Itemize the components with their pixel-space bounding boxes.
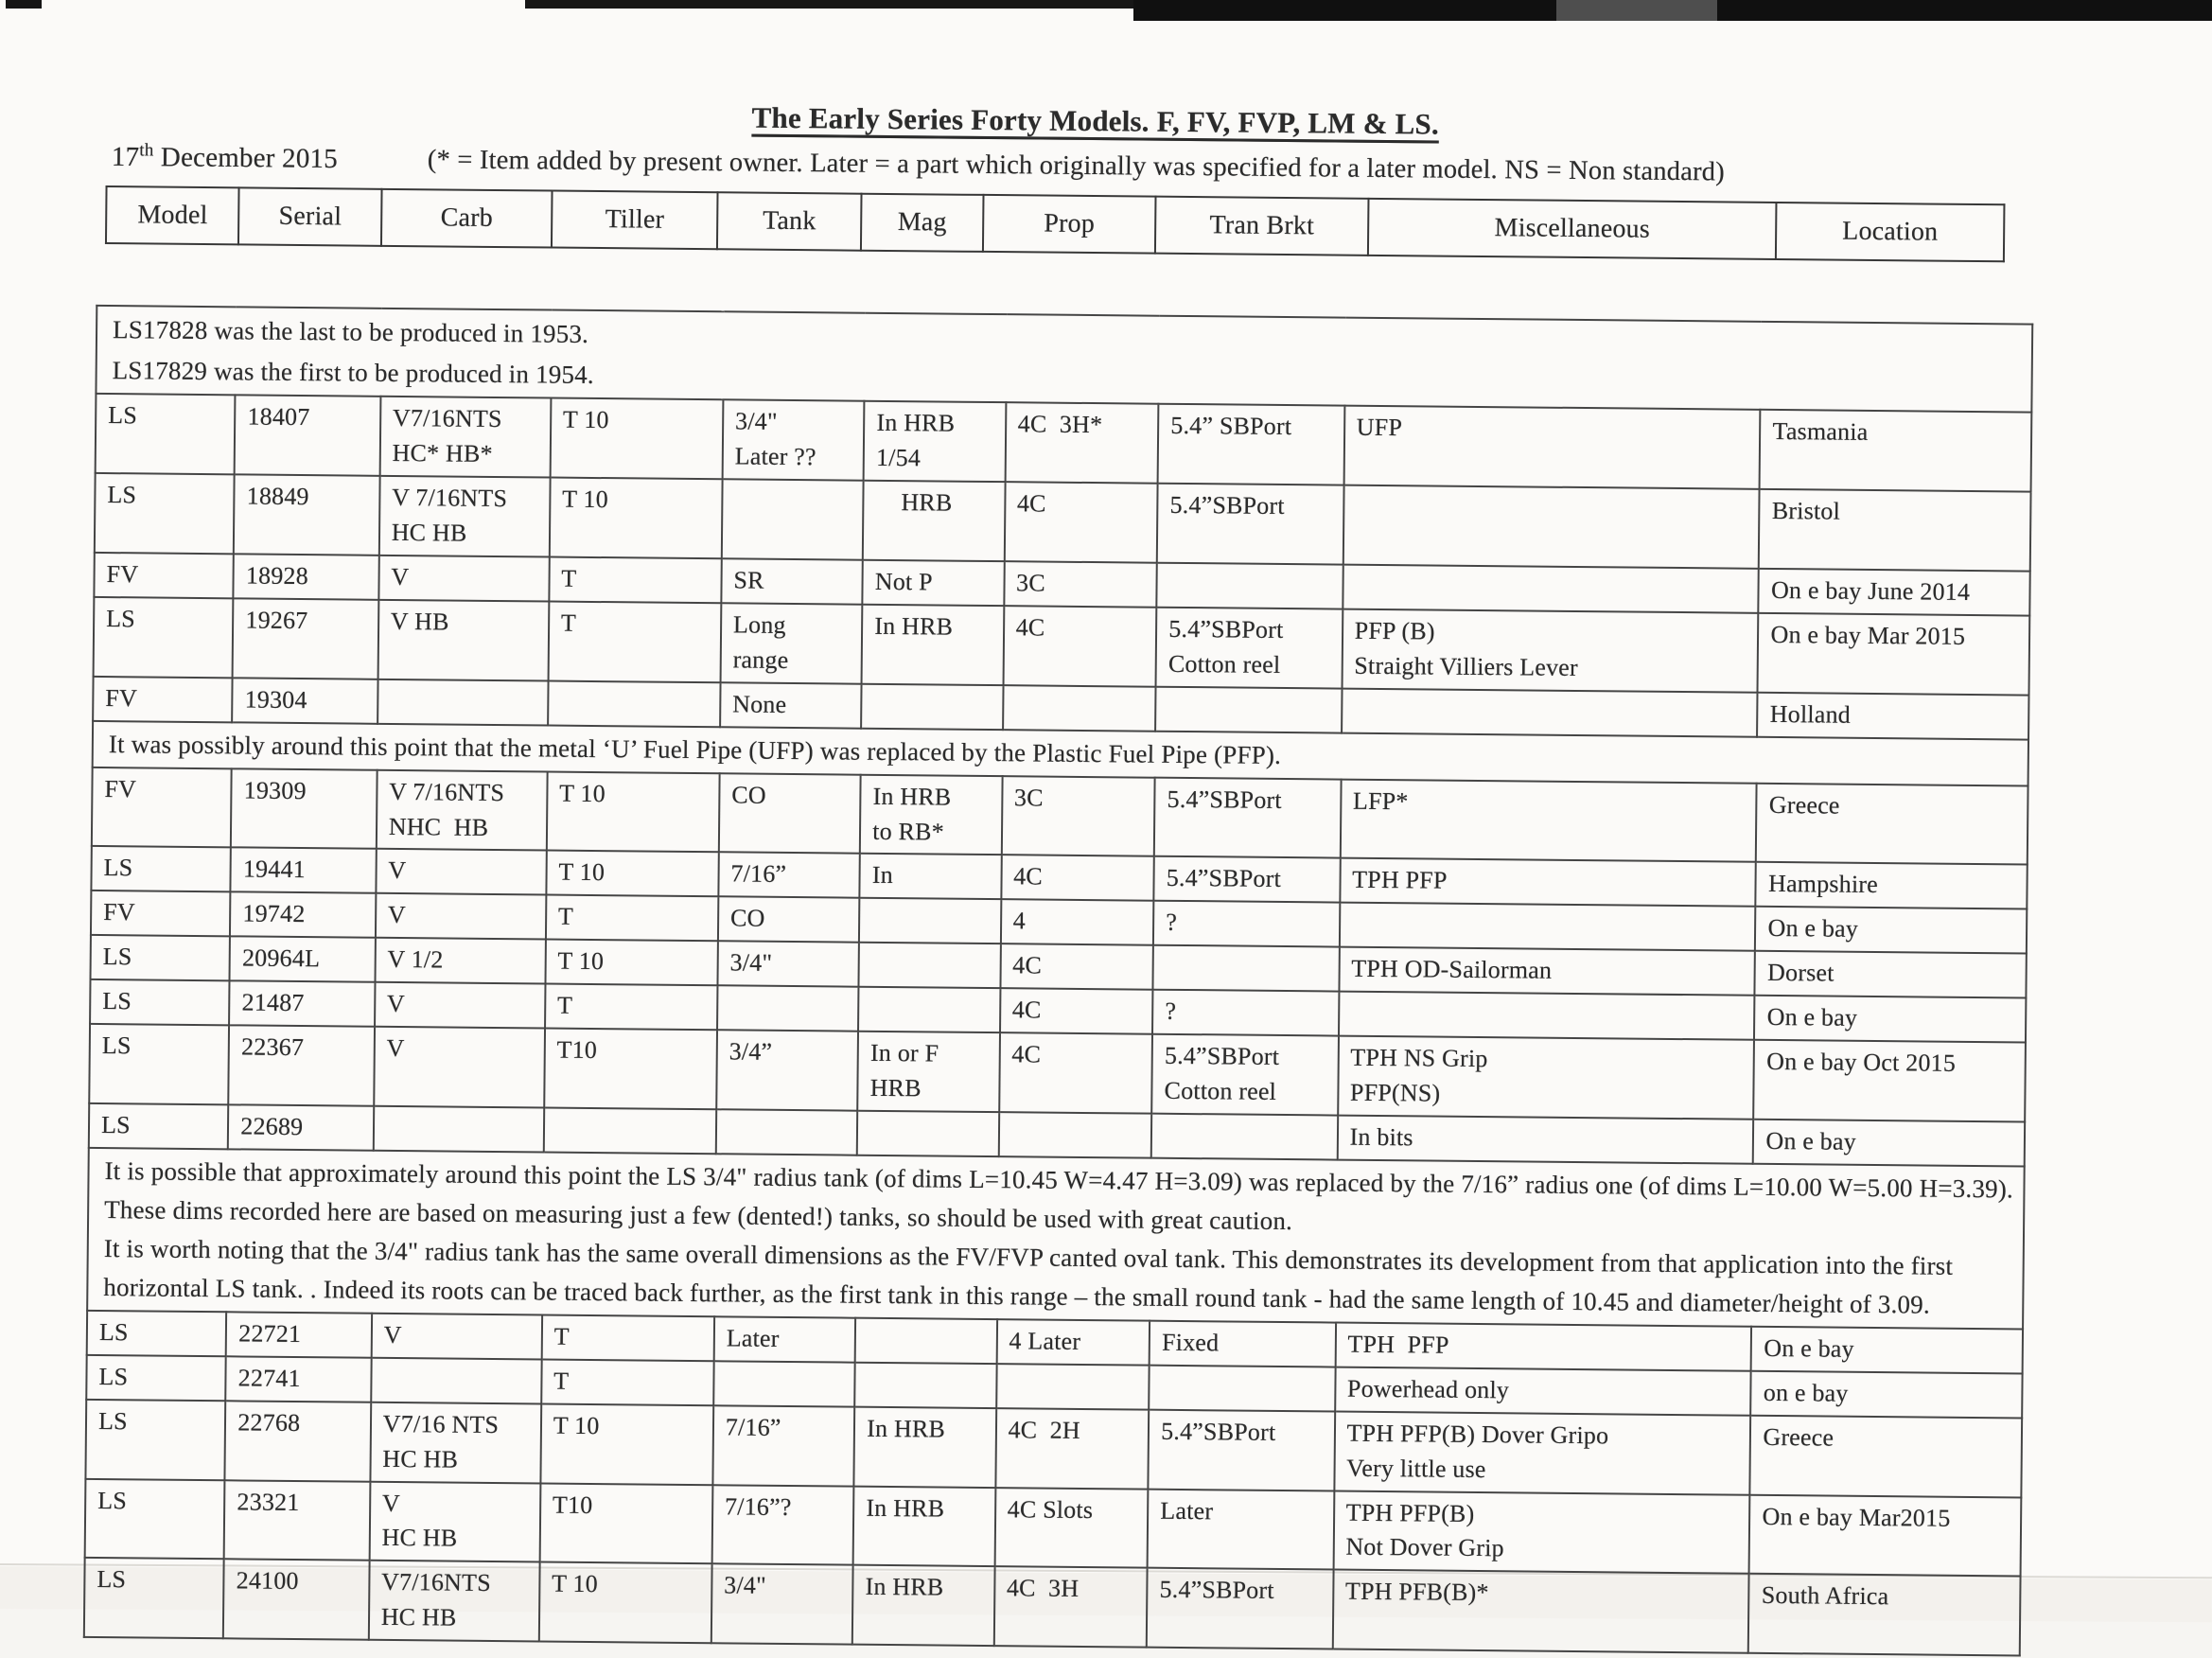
table-cell: LS bbox=[90, 979, 230, 1025]
table-cell bbox=[854, 1362, 996, 1407]
table-cell: Greece bbox=[1750, 1415, 2022, 1497]
table-cell: V7/16NTS HC HB bbox=[369, 1561, 540, 1642]
note-text: LS17828 was the last to be produced in 1953. LS17829 was the first to be produced in 1954. bbox=[96, 306, 2032, 413]
table-cell: On e bay Mar 2015 bbox=[1758, 613, 2029, 696]
table-cell: T 10 bbox=[539, 1562, 712, 1644]
date-day: 17 bbox=[111, 141, 140, 173]
table-cell: On e bay Oct 2015 bbox=[1754, 1040, 2026, 1122]
table-cell: V 7/16NTS HC HB bbox=[379, 476, 551, 557]
table-cell: 4C bbox=[999, 1032, 1152, 1113]
table-cell: T 10 bbox=[540, 1403, 713, 1485]
table-cell bbox=[371, 1358, 541, 1404]
table-cell: 4 bbox=[1000, 899, 1153, 944]
table-cell: 4C bbox=[1004, 482, 1157, 562]
table-cell: 22689 bbox=[228, 1104, 374, 1150]
table-cell: 4C 2H bbox=[995, 1408, 1149, 1489]
table-cell: 22741 bbox=[226, 1356, 372, 1402]
table-cell: 7/16” bbox=[718, 853, 860, 898]
column-header: Carb bbox=[381, 189, 553, 248]
table-cell bbox=[858, 987, 1000, 1032]
table-cell bbox=[855, 1318, 997, 1364]
table-cell: 19309 bbox=[231, 768, 377, 849]
table-cell: T10 bbox=[544, 1029, 717, 1110]
table-cell: 4C bbox=[1001, 855, 1154, 901]
table-cell: Later bbox=[1148, 1489, 1334, 1570]
table-cell bbox=[1342, 688, 1758, 736]
column-header: Miscellaneous bbox=[1368, 199, 1777, 259]
header-row bbox=[106, 186, 2004, 261]
table-cell: on e bay bbox=[1751, 1371, 2023, 1419]
table-cell: 5.4”SBPort bbox=[1149, 1409, 1335, 1490]
table-cell: In HRB bbox=[854, 1406, 996, 1487]
table-cell: CO bbox=[719, 773, 861, 854]
table-cell: LS bbox=[89, 1024, 229, 1104]
table-cell bbox=[1153, 945, 1340, 992]
table-cell: 22367 bbox=[229, 1025, 375, 1105]
table-cell: V bbox=[376, 849, 546, 895]
table-cell: On e bay bbox=[1751, 1327, 2023, 1374]
table-cell: Long range bbox=[720, 603, 862, 683]
table-cell: 5.4”SBPort Cotton reel bbox=[1151, 1034, 1338, 1116]
table-cell: LS bbox=[85, 1478, 225, 1559]
column-header: Model bbox=[106, 186, 239, 244]
table-cell: 21487 bbox=[229, 980, 375, 1026]
table-cell: T bbox=[541, 1359, 714, 1405]
column-header: Mag bbox=[861, 194, 983, 252]
table-cell: TPH PFP bbox=[1335, 1322, 1751, 1370]
table-cell: In HRB bbox=[853, 1486, 995, 1566]
table-cell: 22721 bbox=[226, 1312, 372, 1357]
table-cell: 5.4”SBPort bbox=[1154, 856, 1341, 903]
table-cell: LS bbox=[86, 1355, 226, 1401]
table-cell bbox=[716, 1109, 858, 1155]
table-cell: In HRB 1/54 bbox=[864, 401, 1006, 482]
table-cell: 4C Slots bbox=[994, 1488, 1148, 1568]
models-table bbox=[83, 305, 2033, 1657]
table-cell: 18928 bbox=[234, 554, 379, 599]
table-cell: Greece bbox=[1756, 783, 2028, 865]
table-cell: 23321 bbox=[224, 1480, 370, 1561]
table-cell: T bbox=[549, 556, 722, 603]
table-cell: TPH PFB(B)* bbox=[1332, 1570, 1749, 1653]
table-cell bbox=[1157, 563, 1343, 609]
table-cell bbox=[1339, 992, 1755, 1040]
table-cell: 19304 bbox=[232, 678, 377, 723]
table-cell: 7/16” bbox=[712, 1405, 854, 1486]
table-cell: 3/4" bbox=[711, 1564, 853, 1645]
table-cell: LS bbox=[89, 1103, 229, 1149]
table-cell: LS bbox=[91, 846, 231, 891]
table-cell bbox=[1151, 1114, 1338, 1160]
table-cell: T bbox=[548, 601, 721, 682]
table-cell: TPH PFP(B) Dover Gripo Very little use bbox=[1334, 1411, 1751, 1494]
table-cell: CO bbox=[718, 897, 860, 943]
table-cell: PFP (B) Straight Villiers Lever bbox=[1342, 609, 1759, 692]
scan-artifact-corner bbox=[6, 0, 42, 9]
table-cell: TPH PFP(B) Not Dover Grip bbox=[1333, 1490, 1750, 1574]
table-cell: 20964L bbox=[230, 937, 376, 982]
table-cell bbox=[722, 479, 864, 559]
table-cell: 3C bbox=[1004, 561, 1157, 607]
table-cell: Tasmania bbox=[1760, 410, 2031, 492]
table-cell bbox=[1339, 903, 1755, 951]
note-text: It was possibly around this point that the metal ‘U’ Fuel Pipe (UFP) was replaced by the Plastic Fuel Pipe (PFP). bbox=[93, 720, 2028, 785]
table-cell: T 10 bbox=[545, 940, 718, 986]
column-header: Prop bbox=[983, 195, 1156, 254]
table-cell: V bbox=[371, 1314, 541, 1360]
table-cell: On e bay bbox=[1753, 1120, 2025, 1167]
table-cell: T 10 bbox=[546, 851, 719, 897]
page-title: The Early Series Forty Models. F, FV, FVP, LM & LS. bbox=[751, 100, 1440, 141]
table-cell bbox=[1155, 686, 1342, 732]
table-cell: T 10 bbox=[547, 771, 720, 853]
table-cell: 19742 bbox=[230, 892, 376, 938]
table-cell: 22768 bbox=[225, 1401, 371, 1481]
table-cell: V bbox=[376, 893, 546, 940]
table-cell: Holland bbox=[1758, 692, 2029, 739]
table-cell: In HRB bbox=[862, 605, 1004, 685]
table-cell: LS bbox=[85, 1400, 225, 1480]
table-cell: On e bay bbox=[1755, 907, 2027, 954]
table-cell: 24100 bbox=[223, 1560, 369, 1640]
table-cell: FV bbox=[94, 553, 234, 598]
table-cell: LS bbox=[87, 1311, 227, 1356]
table-cell: 3/4" bbox=[717, 941, 859, 986]
table-cell: 4C bbox=[1000, 944, 1153, 989]
table-cell: On e bay Mar2015 bbox=[1749, 1494, 2021, 1577]
date-ordinal: th bbox=[139, 140, 154, 161]
table-cell: 5.4”SBPort bbox=[1157, 484, 1343, 565]
table-cell bbox=[859, 898, 1001, 944]
table-cell: FV bbox=[92, 767, 232, 848]
table-cell: 19267 bbox=[233, 598, 378, 679]
table-cell: V 1/2 bbox=[375, 938, 545, 984]
table-cell bbox=[717, 985, 859, 1031]
column-header: Tank bbox=[717, 192, 862, 250]
table-cell: On e bay bbox=[1754, 996, 2026, 1043]
table-cell: TPH OD-Sailorman bbox=[1339, 947, 1755, 996]
table-cell: V7/16NTS HC* HB* bbox=[379, 397, 551, 478]
table-cell: 4 Later bbox=[996, 1319, 1150, 1365]
column-header: Serial bbox=[238, 187, 381, 245]
table-cell: Later bbox=[714, 1316, 856, 1362]
table-cell: 4C bbox=[1000, 988, 1153, 1033]
table-cell: TPH NS Grip PFP(NS) bbox=[1338, 1036, 1755, 1120]
table-cell bbox=[998, 1112, 1151, 1157]
table-cell: T bbox=[546, 895, 719, 942]
table-cell bbox=[1343, 485, 1760, 569]
table-cell: In bbox=[860, 854, 1002, 899]
table-cell: T bbox=[541, 1314, 714, 1361]
note-text: It is possible that approximately around this point the LS 3/4" radius tank (of dims L=10.45 W=4.47 H=3.09) was replaced by the 7/16” radius one (of dims L=10.00 W=5.00 H=3.39). These dims recorded here are based on measuring just a few (dented!) tanks, so should be used with great caution. It is worth noting that the 3/4" radius tank has the same overall dimensions as the FV/FVP canted oval tank. This demonstrates its development from that application into the first horizontal LS tank. . Indeed its roots can be traced back further, as the first tank in this range – the small round tank - had the same length of 10.45 and diameter/height of 3.09. bbox=[87, 1148, 2025, 1330]
table-cell: Hampshire bbox=[1756, 862, 2028, 909]
table-cell: None bbox=[720, 682, 862, 728]
table-cell: LS bbox=[94, 597, 234, 678]
table-cell: 18407 bbox=[235, 396, 380, 476]
table-note-row bbox=[87, 1148, 2025, 1330]
table-cell: V bbox=[375, 982, 545, 1029]
table-cell: LFP* bbox=[1340, 779, 1757, 862]
table-cell: On e bay June 2014 bbox=[1759, 569, 2030, 616]
table-cell: South Africa bbox=[1748, 1574, 2020, 1656]
table-cell: Fixed bbox=[1150, 1321, 1336, 1367]
table-cell: T 10 bbox=[550, 398, 723, 480]
table-cell: In bits bbox=[1337, 1115, 1753, 1163]
table-cell bbox=[1003, 685, 1156, 731]
table-cell: T bbox=[545, 984, 718, 1031]
table-cell bbox=[1149, 1365, 1335, 1411]
table-cell: 3/4" Later ?? bbox=[722, 400, 864, 481]
table-cell: SR bbox=[721, 558, 863, 604]
table-cell: 5.4”SBPort bbox=[1147, 1568, 1333, 1649]
table-cell: FV bbox=[93, 677, 233, 722]
scan-artifact-gray-segment bbox=[1556, 0, 1717, 21]
column-header-table bbox=[105, 185, 2006, 262]
table-cell: 4C bbox=[1003, 606, 1156, 686]
table-cell bbox=[1343, 565, 1759, 613]
table-cell: Bristol bbox=[1759, 489, 2030, 572]
table-cell: 4C 3H* bbox=[1005, 402, 1158, 483]
table-cell: V bbox=[378, 556, 549, 602]
table-cell: LS bbox=[84, 1558, 224, 1638]
table-cell: LS bbox=[95, 473, 235, 554]
table-cell: UFP bbox=[1343, 406, 1761, 489]
table-cell bbox=[544, 1107, 717, 1154]
table-cell bbox=[713, 1361, 855, 1406]
table-cell: TPH PFP bbox=[1340, 858, 1756, 907]
table-cell: V HC HB bbox=[369, 1481, 540, 1562]
table-cell bbox=[996, 1364, 1150, 1409]
table-cell: Powerhead only bbox=[1335, 1367, 1751, 1415]
table-cell bbox=[859, 943, 1001, 988]
table-cell bbox=[861, 683, 1003, 729]
table-cell: In HRB to RB* bbox=[860, 774, 1002, 855]
table-cell bbox=[548, 680, 721, 727]
table-cell bbox=[374, 1106, 544, 1153]
table-cell: 7/16”? bbox=[711, 1485, 853, 1565]
table-cell: 5.4”SBPort Cotton reel bbox=[1156, 608, 1343, 689]
table-cell: 5.4”SBPort bbox=[1154, 777, 1341, 858]
legend-text: (* = Item added by present owner. Later = a part which originally was specified for a later model. NS = Non standard) bbox=[427, 145, 1726, 187]
table-cell: In or F HRB bbox=[857, 1032, 999, 1112]
table-cell: FV bbox=[91, 891, 231, 936]
date-rest: December 2015 bbox=[153, 142, 339, 175]
table-cell: V bbox=[374, 1027, 545, 1108]
column-header: Location bbox=[1776, 203, 2004, 261]
table-cell: 3/4” bbox=[716, 1030, 858, 1110]
table-cell: 5.4” SBPort bbox=[1158, 404, 1344, 485]
table-cell: Not P bbox=[863, 560, 1005, 606]
document-date bbox=[112, 140, 338, 175]
table-cell: Dorset bbox=[1755, 951, 2027, 998]
table-cell: 19441 bbox=[231, 848, 377, 893]
table-cell: ? bbox=[1153, 901, 1340, 947]
table-cell: LS bbox=[96, 394, 236, 474]
table-cell: 3C bbox=[1001, 776, 1154, 856]
table-cell: ? bbox=[1152, 990, 1339, 1036]
table-cell: LS bbox=[91, 935, 231, 980]
table-cell: V HB bbox=[377, 600, 549, 681]
table-cell: HRB bbox=[863, 481, 1005, 561]
column-header: Tran Brkt bbox=[1155, 197, 1368, 256]
table-cell: 18849 bbox=[234, 474, 379, 555]
table-cell bbox=[377, 679, 548, 725]
table-cell: V 7/16NTS NHC HB bbox=[377, 769, 548, 851]
table-cell: T 10 bbox=[550, 478, 723, 559]
table-cell bbox=[857, 1111, 999, 1156]
table-cell: 4C 3H bbox=[993, 1566, 1147, 1647]
table-cell: V7/16 NTS HC HB bbox=[370, 1402, 541, 1483]
column-header: Tiller bbox=[552, 191, 717, 250]
table-cell: T10 bbox=[539, 1483, 712, 1564]
table-cell: In HRB bbox=[852, 1565, 994, 1646]
